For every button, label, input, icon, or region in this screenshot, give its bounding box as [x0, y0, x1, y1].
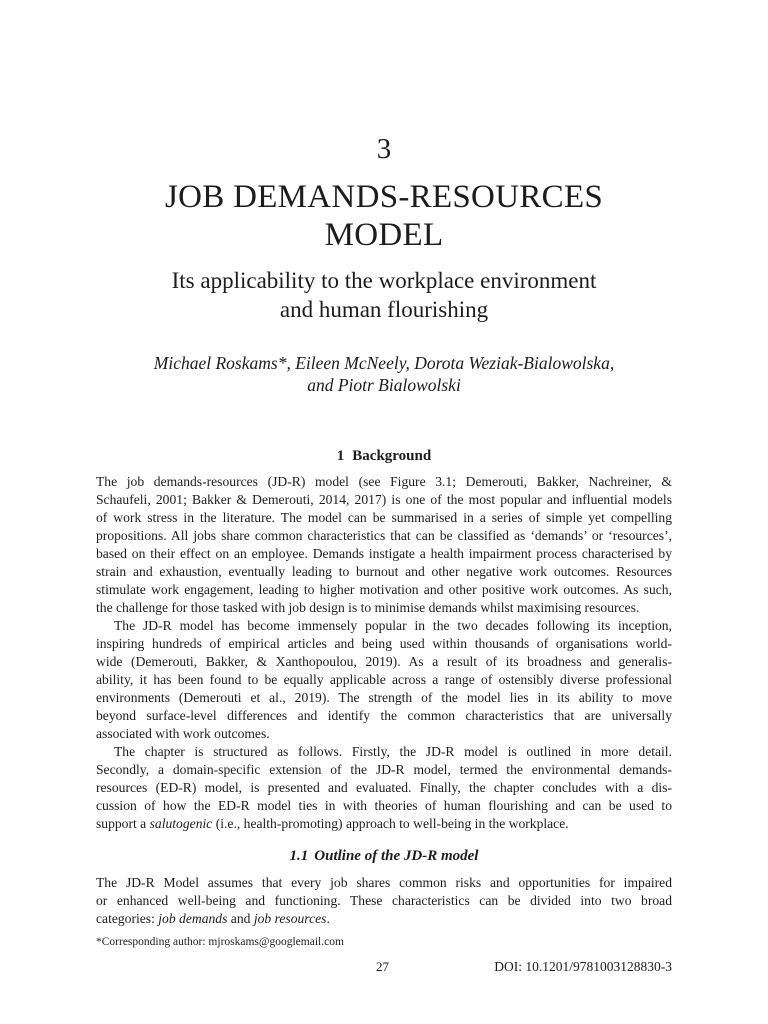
- text-line: cussion of how the ED-R model ties in with theories of human flourishing and can be used to: [96, 798, 672, 813]
- text-fragment: and: [227, 911, 254, 926]
- subsection-heading: [0, 846, 768, 866]
- text-line: wide (Demerouti, Bakker, & Xanthopoulou, 2019). As a result of its broadness and generalis-: [96, 654, 672, 669]
- text-line: strain and exhaustion, eventually leading to burnout and other negative work outcomes. Resources: [96, 564, 672, 579]
- text-line: The job demands-resources (JD-R) model (see Figure 3.1; Demerouti, Bakker, Nachreiner, &: [96, 474, 672, 489]
- subsection-title: Outline of the JD-R model: [314, 848, 479, 864]
- chapter-subtitle-line: and human flourishing: [279, 297, 489, 322]
- text-line: inspiring hundreds of empirical articles and being used within thousands of organisations world-: [96, 636, 672, 651]
- author-line: and Piotr Bialowolski: [307, 375, 461, 395]
- text-line: The JD-R Model assumes that every job shares common risks and opportunities for impaired: [96, 875, 672, 890]
- chapter-number: 3: [376, 133, 392, 165]
- body-text: [96, 473, 672, 833]
- chapter-subtitle-line: Its applicability to the workplace environment: [171, 268, 597, 293]
- text-line: of work stress in the literature. The model can be summarised in a series of simple yet compelling: [96, 510, 672, 525]
- chapter-title-line: MODEL: [324, 217, 444, 253]
- text-line: Secondly, a domain-specific extension of the JD-R model, termed the environmental demands-: [96, 762, 672, 777]
- subsection-number: 1.1: [289, 848, 309, 864]
- text-line: beyond surface-level differences and identify the common characteristics that are universally: [96, 708, 672, 723]
- text-line: The chapter is structured as follows. Firstly, the JD-R model is outlined in more detail.: [114, 744, 672, 759]
- text-line: based on their effect on an employee. Demands instigate a health impairment process characterised by: [96, 546, 672, 561]
- text-line: ability, it has been found to be equally applicable across a range of ostensibly diverse professional: [96, 672, 672, 687]
- text-line: The JD-R model has become immensely popular in the two decades following its inception,: [114, 618, 672, 633]
- chapter-subtitle: [0, 266, 768, 324]
- text-line: associated with work outcomes.: [96, 726, 270, 741]
- text-line: [96, 910, 672, 928]
- section-title: Background: [352, 448, 432, 464]
- italic-term: job resources: [253, 911, 327, 926]
- section-heading: [0, 446, 768, 466]
- text-fragment: (i.e., health-promoting) approach to well-being in the workplace.: [212, 816, 569, 831]
- author-list: [0, 352, 768, 396]
- text-line: Schaufeli, 2001; Bakker & Demerouti, 2014, 2017) is one of the most popular and influential models: [96, 492, 672, 507]
- text-fragment: .: [326, 911, 330, 926]
- italic-term: salutogenic: [149, 816, 213, 831]
- text-fragment: categories:: [96, 911, 159, 926]
- text-line: stimulate work engagement, leading to higher motivation and other positive work outcomes. As such,: [96, 582, 672, 597]
- text-line: [96, 815, 672, 833]
- doi-reference: DOI: 10.1201/9781003128830-3: [494, 959, 672, 974]
- text-fragment: support a: [96, 816, 150, 831]
- text-line: environments (Demerouti et al., 2019). The strength of the model lies in its ability to move: [96, 690, 672, 705]
- text-line: the challenge for those tasked with job design is to minimise demands whilst maximising resources.: [96, 600, 640, 615]
- section-number: 1: [336, 448, 345, 464]
- text-line: propositions. All jobs share common characteristics that can be classified as ‘demands’ or ‘resources’,: [96, 528, 672, 543]
- chapter-title-line: JOB DEMANDS-RESOURCES: [164, 179, 604, 215]
- author-line: Michael Roskams*, Eileen McNeely, Dorota Weziak-Bialowolska,: [153, 353, 615, 373]
- footnote: *Corresponding author: mjroskams@googlemail.com: [96, 936, 344, 948]
- italic-term: job demands: [158, 911, 228, 926]
- text-line: or enhanced well-being and functioning. These characteristics can be divided into two broad: [96, 893, 672, 908]
- text-line: resources (ED-R) model, is presented and evaluated. Finally, the chapter concludes with a dis-: [96, 780, 672, 795]
- chapter-title: [0, 178, 768, 254]
- page-number: 27: [376, 959, 389, 974]
- body-text: [96, 874, 672, 928]
